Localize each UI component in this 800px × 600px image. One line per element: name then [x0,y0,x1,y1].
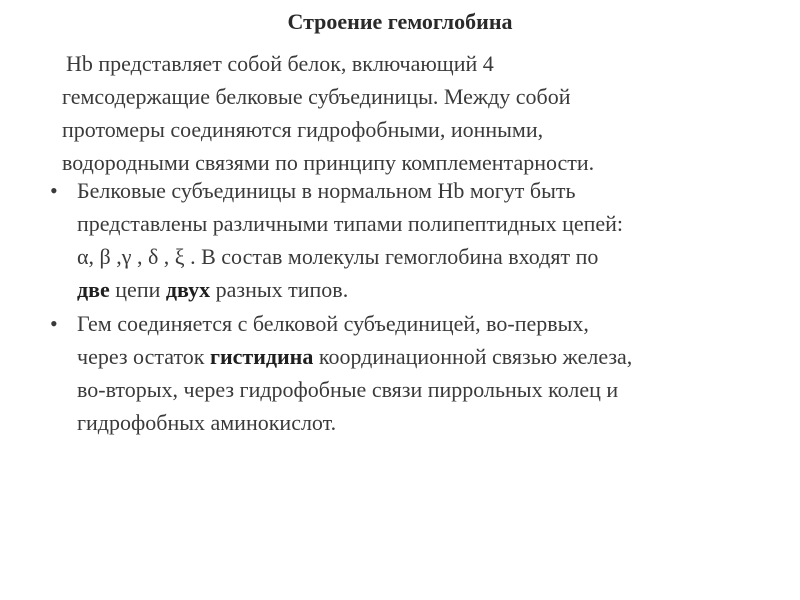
bold-term-two-kinds: двух [165,277,211,302]
bullet-text [77,307,767,439]
bullet-line: Гем соединяется с белковой субъединицей, во-первых, [77,311,589,336]
intro-paragraph [56,47,746,179]
bullet-line-segment: разных типов. [210,277,349,302]
intro-line: гемсодержащие белковые субъединицы. Между собой [62,84,571,109]
intro-line: водородными связями по принципу комплементарности. [62,150,595,175]
bullet-line-segment: координационной связью железа, [313,344,633,369]
bullet-line: представлены различными типами полипептидных цепей: [77,211,624,236]
bold-term-two: две [77,277,110,302]
slide-title: Строение гемоглобина [287,9,513,34]
bullet-line [77,273,767,306]
bullet-text [77,174,767,306]
bullet-line: α, β ,γ , δ , ξ . В состав молекулы гемоглобина входят по [77,244,599,269]
bullet-line: во-вторых, через гидрофобные связи пиррольных колец и [77,377,619,402]
bullet-marker: • [50,178,58,203]
intro-line: протомеры соединяются гидрофобными, ионными, [62,117,544,142]
bullet-line [77,340,767,373]
intro-line: Hb представляет собой белок, включающий 4 [66,51,494,76]
bullet-line-segment: цепи [109,277,166,302]
bullet-marker: • [50,311,58,336]
bullet-line-segment: через остаток [77,344,210,369]
bullet-line: гидрофобных аминокислот. [77,410,337,435]
bullet-line: Белковые субъединицы в нормальном Hb могут быть [77,178,576,203]
bold-term-histidine: гистидина [209,344,314,369]
